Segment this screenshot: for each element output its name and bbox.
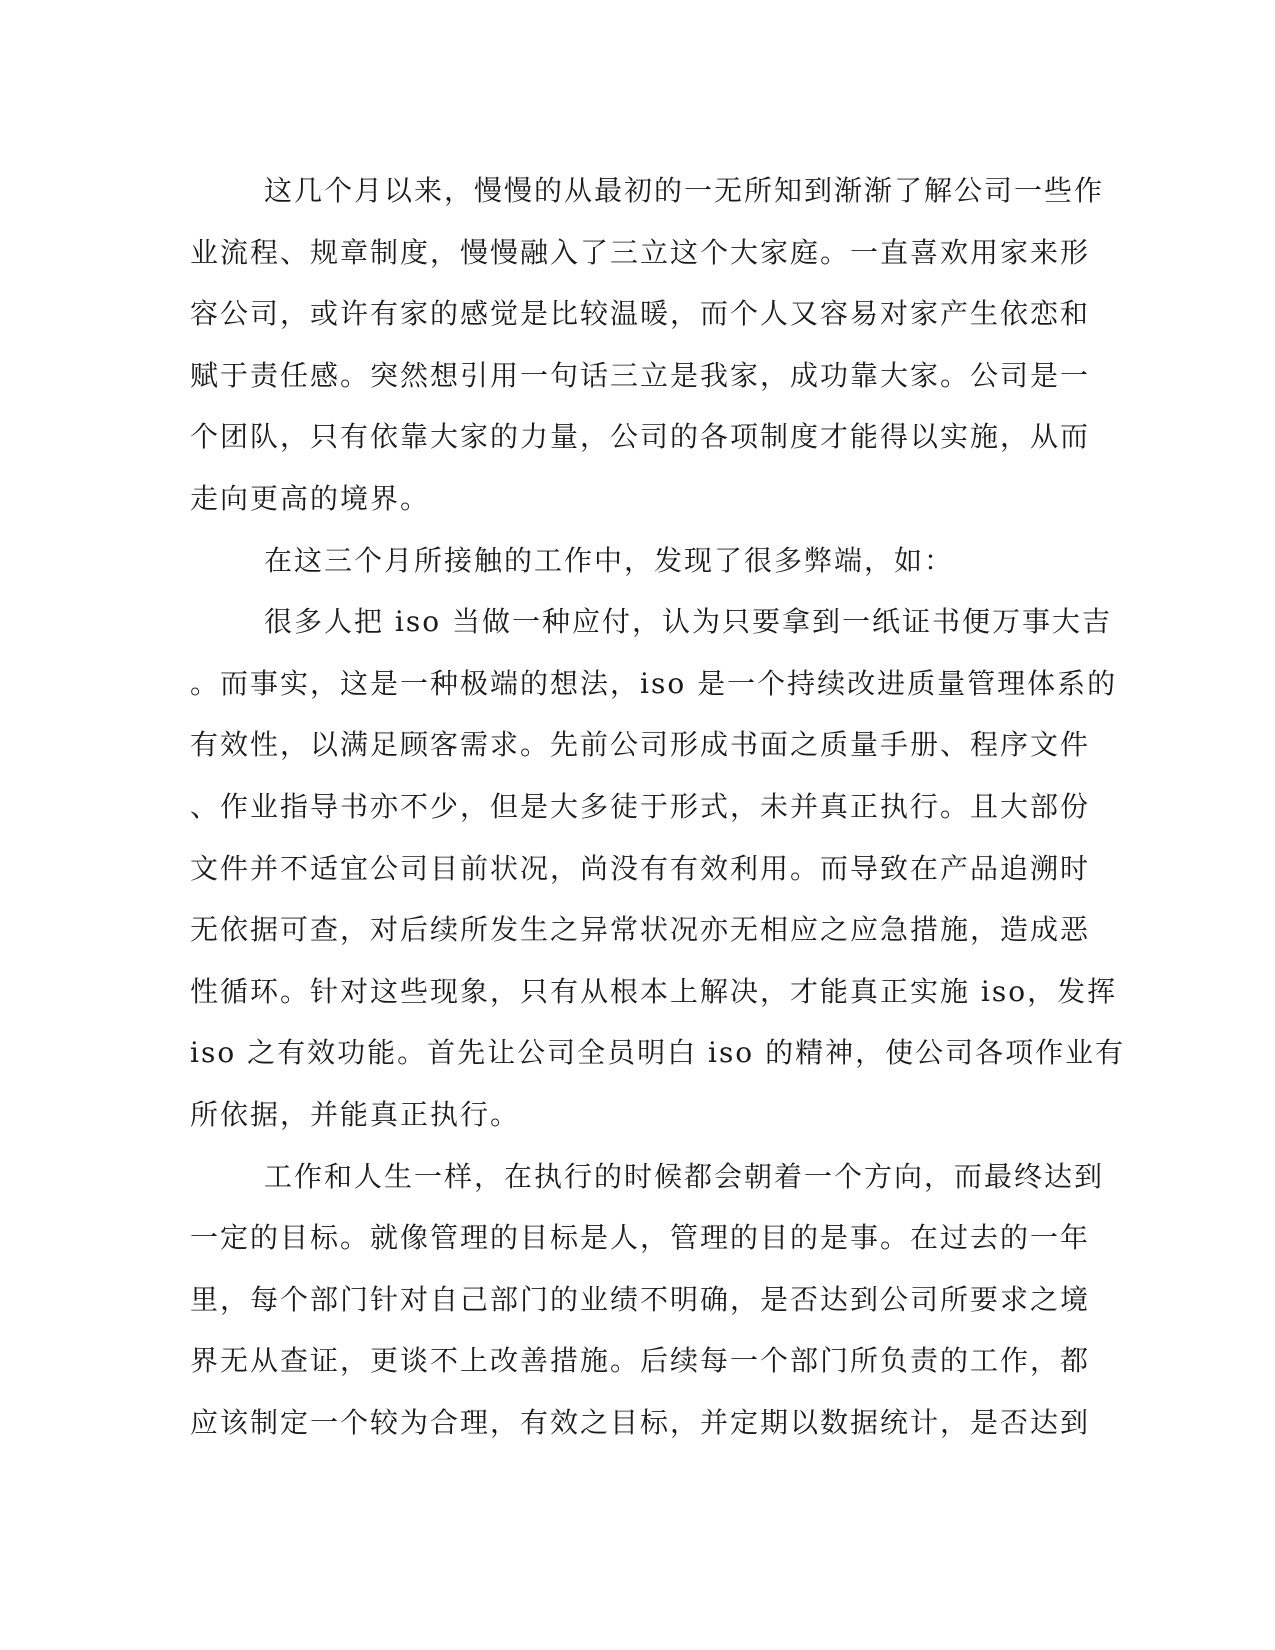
text-line: 应该制定一个较为合理，有效之目标，并定期以数据统计，是否达到	[190, 1405, 1091, 1439]
text-line: 无依据可查，对后续所发生之异常状况亦无相应之应急措施，造成恶	[190, 913, 1091, 947]
text-line: 一定的目标。就像管理的目标是人，管理的目的是事。在过去的一年	[190, 1221, 1091, 1255]
text-line: 、作业指导书亦不少，但是大多徒于形式，未并真正执行。且大部份	[190, 789, 1091, 823]
text-line: 业流程、规章制度，慢慢融入了三立这个大家庭。一直喜欢用家来形	[190, 235, 1091, 269]
text-line: 在这三个月所接触的工作中，发现了很多弊端，如：	[264, 543, 955, 577]
text-line: 个团队，只有依靠大家的力量，公司的各项制度才能得以实施，从而	[190, 420, 1091, 454]
text-line: 。而事实，这是一种极端的想法，iso 是一个持续改进质量管理体系的	[190, 666, 1118, 700]
text-line: 工作和人生一样，在执行的时候都会朝着一个方向，而最终达到	[264, 1159, 1105, 1193]
text-line: 文件并不适宜公司目前状况，尚没有有效利用。而导致在产品追溯时	[190, 851, 1091, 885]
text-line: 所依据，并能真正执行。	[190, 1097, 521, 1131]
text-line: 有效性，以满足顾客需求。先前公司形成书面之质量手册、程序文件	[190, 728, 1091, 762]
text-line: 性循环。针对这些现象，只有从根本上解决，才能真正实施 iso，发挥	[190, 974, 1118, 1008]
text-line: 界无从查证，更谈不上改善措施。后续每一个部门所负责的工作，都	[190, 1344, 1091, 1378]
text-line: 走向更高的境界。	[190, 481, 431, 515]
text-line: 赋于责任感。突然想引用一句话三立是我家，成功靠大家。公司是一	[190, 358, 1091, 392]
text-line: iso 之有效功能。首先让公司全员明白 iso 的精神，使公司各项作业有	[190, 1036, 1126, 1070]
text-line: 这几个月以来，慢慢的从最初的一无所知到渐渐了解公司一些作	[264, 174, 1105, 207]
text-line: 里，每个部门针对自己部门的业绩不明确，是否达到公司所要求之境	[190, 1282, 1091, 1316]
body-text	[190, 160, 1126, 1453]
text-line: 很多人把 iso 当做一种应付，认为只要拿到一纸证书便万事大吉	[264, 605, 1112, 639]
text-line: 容公司，或许有家的感觉是比较温暖，而个人又容易对家产生依恋和	[190, 297, 1091, 331]
